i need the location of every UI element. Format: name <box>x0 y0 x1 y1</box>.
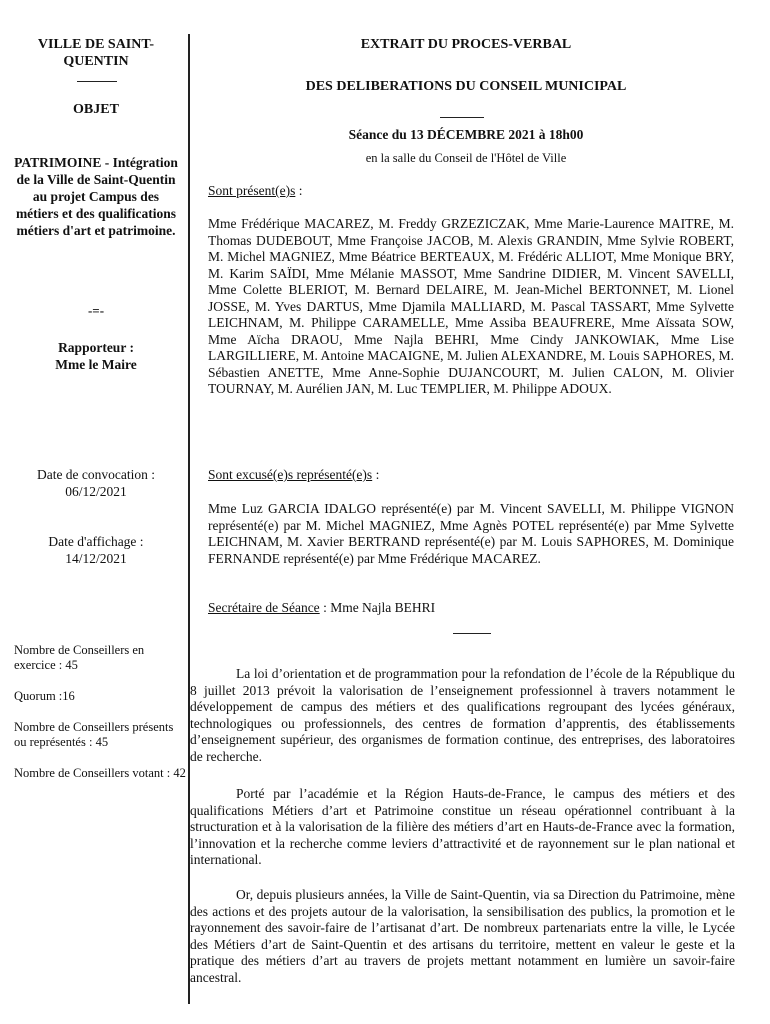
document-subtitle: DES DELIBERATIONS DU CONSEIL MUNICIPAL <box>305 79 627 94</box>
present-label: Sont présent(e)s <box>208 183 296 198</box>
stat-conseillers-votant: Nombre de Conseillers votant : 42 <box>14 766 186 780</box>
header-rule <box>440 117 484 118</box>
convocation-label: Date de convocation : <box>36 467 156 482</box>
paragraph: Or, depuis plusieurs années, la Ville de Saint-Quentin, via sa Direction du Patrimoine, mène des actions et des projets autour de la valorisation, la sensibilisation des publics, la promotion et le rayonnement des savoir-faire de l’artisanat d’art. De nombreux partenariats entre la ville, le Lycée des Métiers d’art de Saint-Quentin et des artisans du territoire, mettent en valeur le geste et la pratique des métiers d’art au travers de projets mettant notamment en lumière un savoir-faire ancestral. <box>190 887 735 985</box>
rapporteur-label: Rapporteur : <box>58 340 134 355</box>
affichage-date <box>14 533 178 567</box>
stat-conseillers-presents: Nombre de Conseillers présents ou représentés : 45 <box>14 720 174 749</box>
secretaire-label: Secrétaire de Séance <box>208 600 320 615</box>
document-title: EXTRAIT DU PROCES-VERBAL <box>360 37 572 52</box>
affichage-value: 14/12/2021 <box>65 551 127 566</box>
excuse-list: Mme Luz GARCIA IDALGO représenté(e) par M. Vincent SAVELLI, M. Philippe VIGNON représenté(e) par M. Michel MAGNIEZ, Mme Agnès POTEL représenté(e) par Mme Sylvette LEICHNAM, M. Xavier BERTRAND représenté(e) par M. Louis SAPHORES, M. Dominique FERNANDE représenté(e) par Mme Frédérique MACAREZ. <box>208 501 734 566</box>
present-heading <box>208 183 734 200</box>
subject-title: PATRIMOINE - Intégration de la Ville de Saint-Quentin au projet Campus des métiers et des qualifications métiers d'art et patrimoine. <box>14 155 178 238</box>
stat-quorum: Quorum :16 <box>14 689 75 703</box>
left-rule <box>77 81 117 82</box>
seance-location: en la salle du Conseil de l'Hôtel de Ville <box>365 151 567 165</box>
present-list: Mme Frédérique MACAREZ, M. Freddy GRZEZICZAK, Mme Marie-Laurence MAITRE, M. Thomas DUDEBOUT, Mme Françoise JACOB, M. Alexis GRANDIN, Mme Sylvie ROBERT, M. Michel MAGNIEZ, Mme Béatrice BERTEAUX, M. Frédéric ALLIOT, Mme Monique BRY, M. Karim SAÏDI, Mme Mélanie MASSOT, Mme Sandrine DIDIER, M. Vincent SAVELLI, Mme Colette BLERIOT, M. Bernard DELAIRE, M. Jean-Michel BERTONNET, M. Lionel JOSSE, M. Yves DARTUS, Mme Djamila MALLIARD, M. Pascal TASSART, Mme Sylvette LEICHNAM, M. Philippe CARAMELLE, Mme Assiba BEAUFRERE, Mme Aïssata SOW, Mme Aïcha DRAOU, Mme Najla BEHRI, Mme Cindy JANKOWIAK, Mme Lise LARGILLIERE, M. Antoine MACAIGNE, M. Julien ALEXANDRE, M. Louis SAPHORES, M. Sébastien ANETTE, Mme Anne-Sophie DUJANCOURT, M. Julien CALON, M. Olivier TOURNAY, M. Aurélien JAN, M. Luc TEMPLIER, M. Philippe ADOUX. <box>208 216 734 396</box>
separator: -=- <box>87 303 105 318</box>
objet-heading: OBJET <box>73 102 119 117</box>
paragraph: Porté par l’académie et la Région Hauts-de-France, le campus des métiers et des qualifications Métiers d’art et Patrimoine constitue un réseau opérationnel contribuant à la structuration et à la valorisation de la filière des métiers d’art en Hauts-de-France avec la formation, l’innovation et la recherche comme leviers d’attractivité et de rayonnement sur le plan national et international. <box>190 786 735 867</box>
excuse-label: Sont excusé(e)s représenté(e)s <box>208 467 373 482</box>
secretaire-name: : Mme Najla BEHRI <box>319 600 436 615</box>
rapporteur <box>14 339 178 373</box>
stat-conseillers-exercice: Nombre de Conseillers en exercice : 45 <box>14 643 145 672</box>
rapporteur-name: Mme le Maire <box>55 357 137 372</box>
seance-date: Séance du 13 DÉCEMBRE 2021 à 18h00 <box>348 127 584 142</box>
excuse-heading <box>208 467 734 484</box>
body-rule <box>453 633 491 634</box>
secretaire <box>208 600 734 617</box>
convocation-value: 06/12/2021 <box>65 484 127 499</box>
convocation-date <box>14 466 178 500</box>
affichage-label: Date d'affichage : <box>48 534 144 549</box>
present-colon: : <box>295 183 303 198</box>
city-name: VILLE DE SAINT-QUENTIN <box>37 37 155 69</box>
paragraph: La loi d’orientation et de programmation pour la refondation de l’école de la République du 8 juillet 2013 prévoit la valorisation de l’enseignement professionnel à travers notamment le développement de campus des métiers et des qualifications regroupant des lycées généraux, technologiques ou professionnels, des centres de formation d’apprentis, des établissements d’enseignement supérieur, des organismes de formation continue, des entreprises, des laboratoires de recherche. <box>190 666 735 764</box>
excuse-colon: : <box>372 467 380 482</box>
